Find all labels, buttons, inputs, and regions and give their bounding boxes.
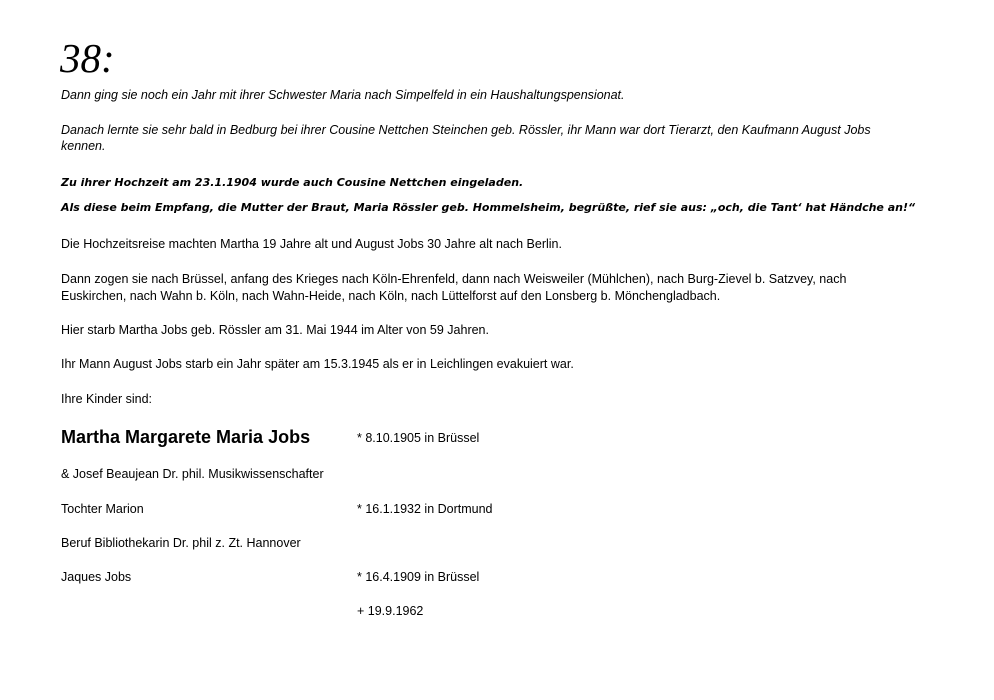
text-line: Ihre Kinder sind: (61, 392, 153, 406)
death-date: + 19.9.1962 (357, 604, 424, 618)
text-line: Euskirchen, nach Wahn b. Köln, nach Wahn-Heide, nach Köln, nach Lüttelforst auf den Lonsberg b. Mönchengladbach. (61, 289, 721, 303)
birth-date: * 16.4.1909 in Brüssel (357, 570, 480, 584)
text-line: kennen. (61, 139, 106, 153)
child-name: Jaques Jobs (61, 570, 132, 584)
child-name-heading: Martha Margarete Maria Jobs (61, 427, 311, 447)
text-line: Die Hochzeitsreise machten Martha 19 Jahre alt und August Jobs 30 Jahre alt nach Berlin. (61, 237, 562, 251)
text-line: Hier starb Martha Jobs geb. Rössler am 31. Mai 1944 im Alter von 59 Jahren. (61, 323, 489, 337)
text-line-bold: Als diese beim Empfang, die Mutter der Braut, Maria Rössler geb. Hommelsheim, begrüßte, rief sie aus: „och, die Tant‘ hat Händche an!“ (61, 201, 916, 214)
birth-date: * 8.10.1905 in Brüssel (357, 431, 480, 445)
daughter-occupation: Beruf Bibliothekarin Dr. phil z. Zt. Hannover (61, 536, 301, 550)
daughter-name: Tochter Marion (61, 502, 144, 516)
daughter-birth-date: * 16.1.1932 in Dortmund (357, 502, 493, 516)
text-line-bold: Zu ihrer Hochzeit am 23.1.1904 wurde auch Cousine Nettchen eingeladen. (61, 176, 524, 189)
page-number: 38: (60, 35, 115, 81)
text-line: Dann ging sie noch ein Jahr mit ihrer Schwester Maria nach Simpelfeld in ein Haushaltungspensionat. (61, 88, 625, 102)
text-line: Ihr Mann August Jobs starb ein Jahr später am 15.3.1945 als er in Leichlingen evakuiert war. (61, 357, 574, 371)
spouse-line: & Josef Beaujean Dr. phil. Musikwissenschafter (61, 467, 324, 481)
text-line: Danach lernte sie sehr bald in Bedburg bei ihrer Cousine Nettchen Steinchen geb. Rössler, ihr Mann war dort Tierarzt, den Kaufmann August Jobs (61, 123, 871, 137)
text-line: Dann zogen sie nach Brüssel, anfang des Krieges nach Köln-Ehrenfeld, dann nach Weisweiler (Mühlchen), nach Burg-Zievel b. Satzvey, nach (61, 272, 847, 286)
